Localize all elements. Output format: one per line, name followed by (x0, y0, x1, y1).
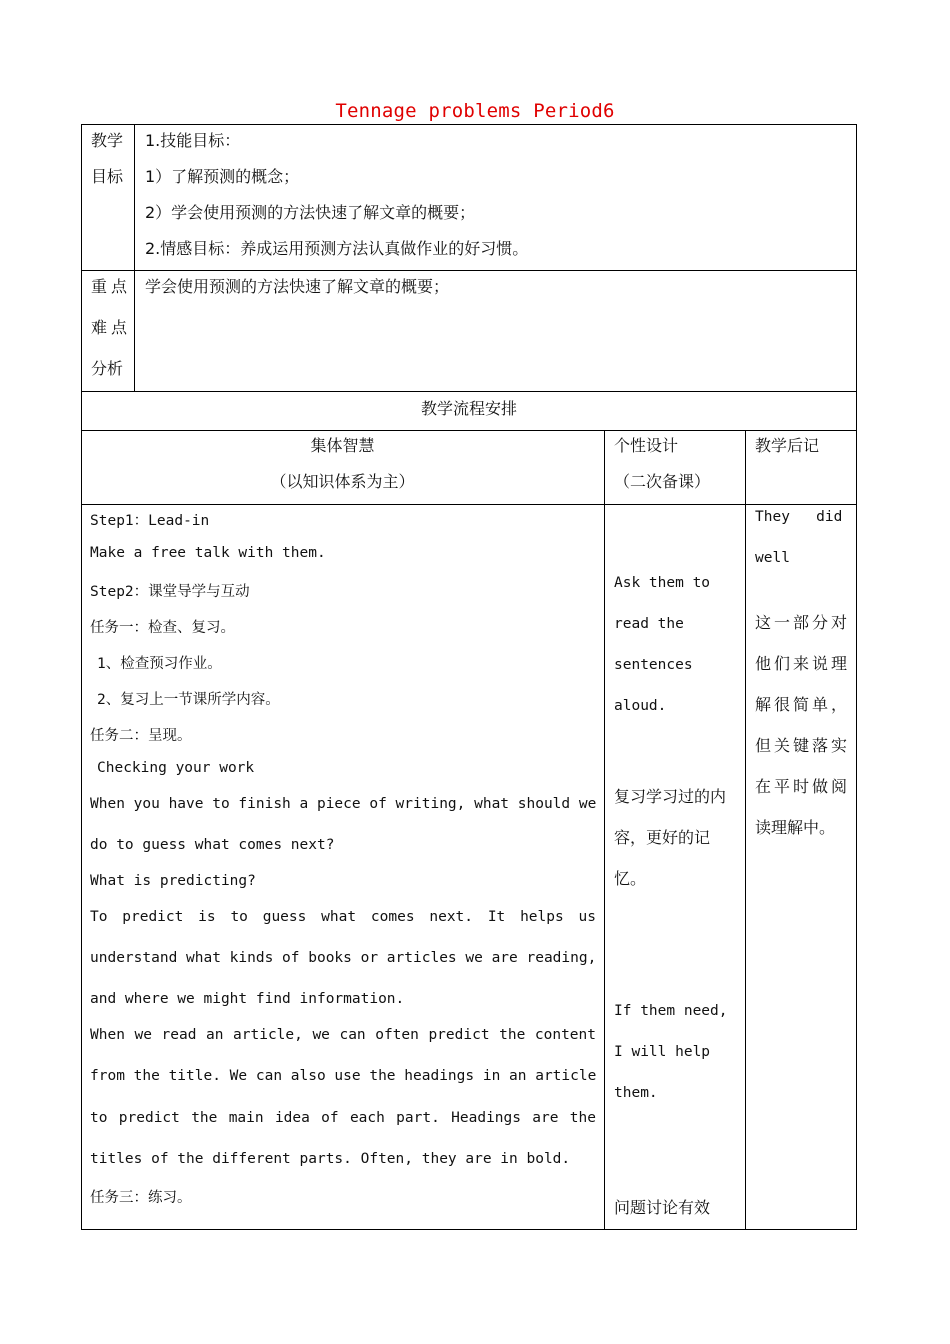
objectives-label: 目标 (91, 167, 124, 186)
keypoints-text: 学会使用预测的方法快速了解文章的概要； (145, 277, 450, 296)
content-line: Checking your work (97, 760, 255, 776)
content-line: from the title. We can also use the headings in an article (90, 1068, 597, 1084)
table-border (81, 1229, 857, 1230)
notes-line: 读理解中。 (755, 818, 836, 837)
notes-line: 他们来说理 (755, 654, 851, 673)
table-border (81, 504, 857, 505)
table-border (81, 430, 857, 431)
content-line: understand what kinds of books or articles we are reading, (90, 950, 597, 966)
notes-line: 解很简单， (755, 695, 851, 714)
objective-line: 2.情感目标：养成运用预测方法认真做作业的好习惯。 (145, 239, 529, 258)
objective-line: 2）学会使用预测的方法快速了解文章的概要； (145, 203, 476, 222)
personal-line: 问题讨论有效 (614, 1198, 711, 1217)
table-border (134, 124, 135, 391)
content-line: What is predicting? (90, 873, 256, 889)
table-border (856, 124, 857, 1230)
content-line: 任务一：检查、复习。 (90, 620, 235, 636)
personal-line: sentences (614, 657, 693, 673)
content-line: Step2：课堂导学与互动 (90, 584, 250, 600)
table-border (745, 430, 746, 1230)
personal-line: 忆。 (614, 869, 647, 888)
document-title: Tennage problems Period6 (335, 100, 615, 122)
table-border (81, 124, 82, 1230)
personal-line: read the (614, 616, 684, 632)
personal-line: 复习学习过的内 (614, 787, 727, 806)
content-line: When we read an article, we can often predict the content (90, 1027, 596, 1043)
notes-line: They did (755, 509, 843, 525)
notes-line: well (755, 550, 790, 566)
personal-line: Ask them to (614, 575, 711, 591)
personal-line: them. (614, 1085, 658, 1101)
content-line: to predict the main idea of each part. Headings are the (90, 1110, 596, 1126)
table-border (604, 430, 605, 1230)
content-line: 任务二：呈现。 (90, 728, 192, 744)
keypoints-label: 分析 (91, 359, 124, 378)
process-header: 教学流程安排 (420, 399, 517, 418)
notes-line: 但关键落实 (755, 736, 851, 755)
content-line: do to guess what comes next? (90, 837, 335, 853)
content-line: Step1：Lead-in (90, 513, 210, 529)
notes-line: 在平时做阅 (755, 777, 851, 796)
content-line: 2、复习上一节课所学内容。 (97, 692, 280, 708)
content-line: To predict is to guess what comes next. It helps us (90, 909, 596, 925)
column-header-main: 集体智慧 (310, 436, 375, 455)
objective-line: 1）了解预测的概念； (145, 167, 300, 186)
personal-line: 容，更好的记 (614, 828, 711, 847)
objective-line: 1.技能目标： (145, 131, 241, 150)
column-header-notes: 教学后记 (755, 436, 820, 455)
notes-line: 这一部分对 (755, 613, 851, 632)
table-border (81, 391, 857, 392)
personal-line: aloud. (614, 698, 667, 714)
content-line: Make a free talk with them. (90, 545, 326, 561)
column-header-main-sub: （以知识体系为主） (270, 472, 415, 491)
table-border (81, 270, 857, 271)
content-line: 任务三：练习。 (90, 1190, 192, 1206)
keypoints-label: 难点 (91, 318, 132, 337)
content-line: 1、检查预习作业。 (97, 656, 222, 672)
personal-line: I will help (614, 1044, 711, 1060)
content-line: and where we might find information. (90, 991, 405, 1007)
personal-line: If them need, (614, 1003, 728, 1019)
column-header-personal-sub: （二次备课） (614, 472, 711, 491)
column-header-personal: 个性设计 (614, 436, 679, 455)
content-line: titles of the different parts. Often, they are in bold. (90, 1151, 571, 1167)
keypoints-label: 重点 (91, 277, 132, 296)
objectives-label: 教学 (91, 131, 124, 150)
table-border (81, 124, 857, 125)
content-line: When you have to finish a piece of writing, what should we (90, 796, 597, 812)
